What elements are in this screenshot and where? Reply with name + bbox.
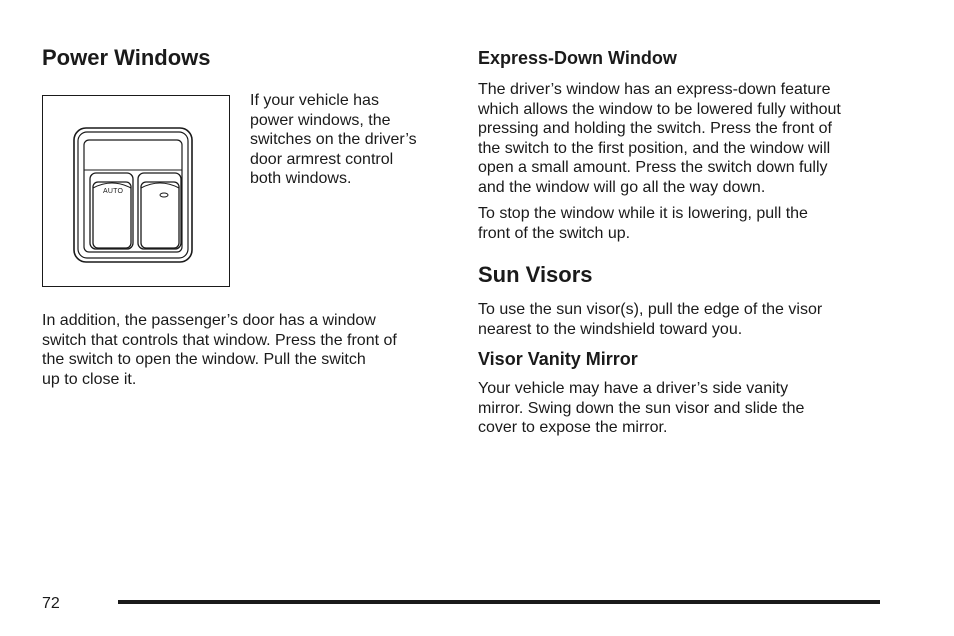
vanity-mirror-paragraph: Your vehicle may have a driver’s side vanity mirror. Swing down the sun visor and slide the cover to expose the mirror. (478, 380, 805, 436)
page-number: 72 (42, 595, 60, 612)
subheading-express-down-window: Express-Down Window (478, 48, 677, 68)
figure-intro-text: If your vehicle has power windows, the switches on the driver’s door armrest control both windows. (250, 92, 417, 187)
sun-visor-paragraph: To use the sun visor(s), pull the edge of the visor nearest to the windshield toward you. (478, 301, 823, 338)
subheading-visor-vanity-mirror: Visor Vanity Mirror (478, 349, 638, 369)
auto-switch-label: AUTO (103, 188, 124, 195)
express-down-paragraph: The driver’s window has an express-down feature which allows the window to be lowered fully without pressing and holding the switch. Press the front of the switch to the first position, and the window will open a small amount. Press the switch down fully and the window will go all the way down. (478, 81, 841, 196)
stop-window-paragraph: To stop the window while it is lowering, pull the front of the switch up. (478, 205, 808, 242)
footer-rule (118, 600, 880, 604)
section-heading-sun-visors: Sun Visors (478, 262, 593, 287)
window-switch-illustration (42, 95, 230, 287)
passenger-switch-paragraph: In addition, the passenger’s door has a window switch that controls that window. Press the front of the switch to open the window. Pull the switch up to close it. (42, 312, 397, 388)
section-heading-power-windows: Power Windows (42, 45, 211, 70)
window-switch-drawing (43, 96, 228, 285)
